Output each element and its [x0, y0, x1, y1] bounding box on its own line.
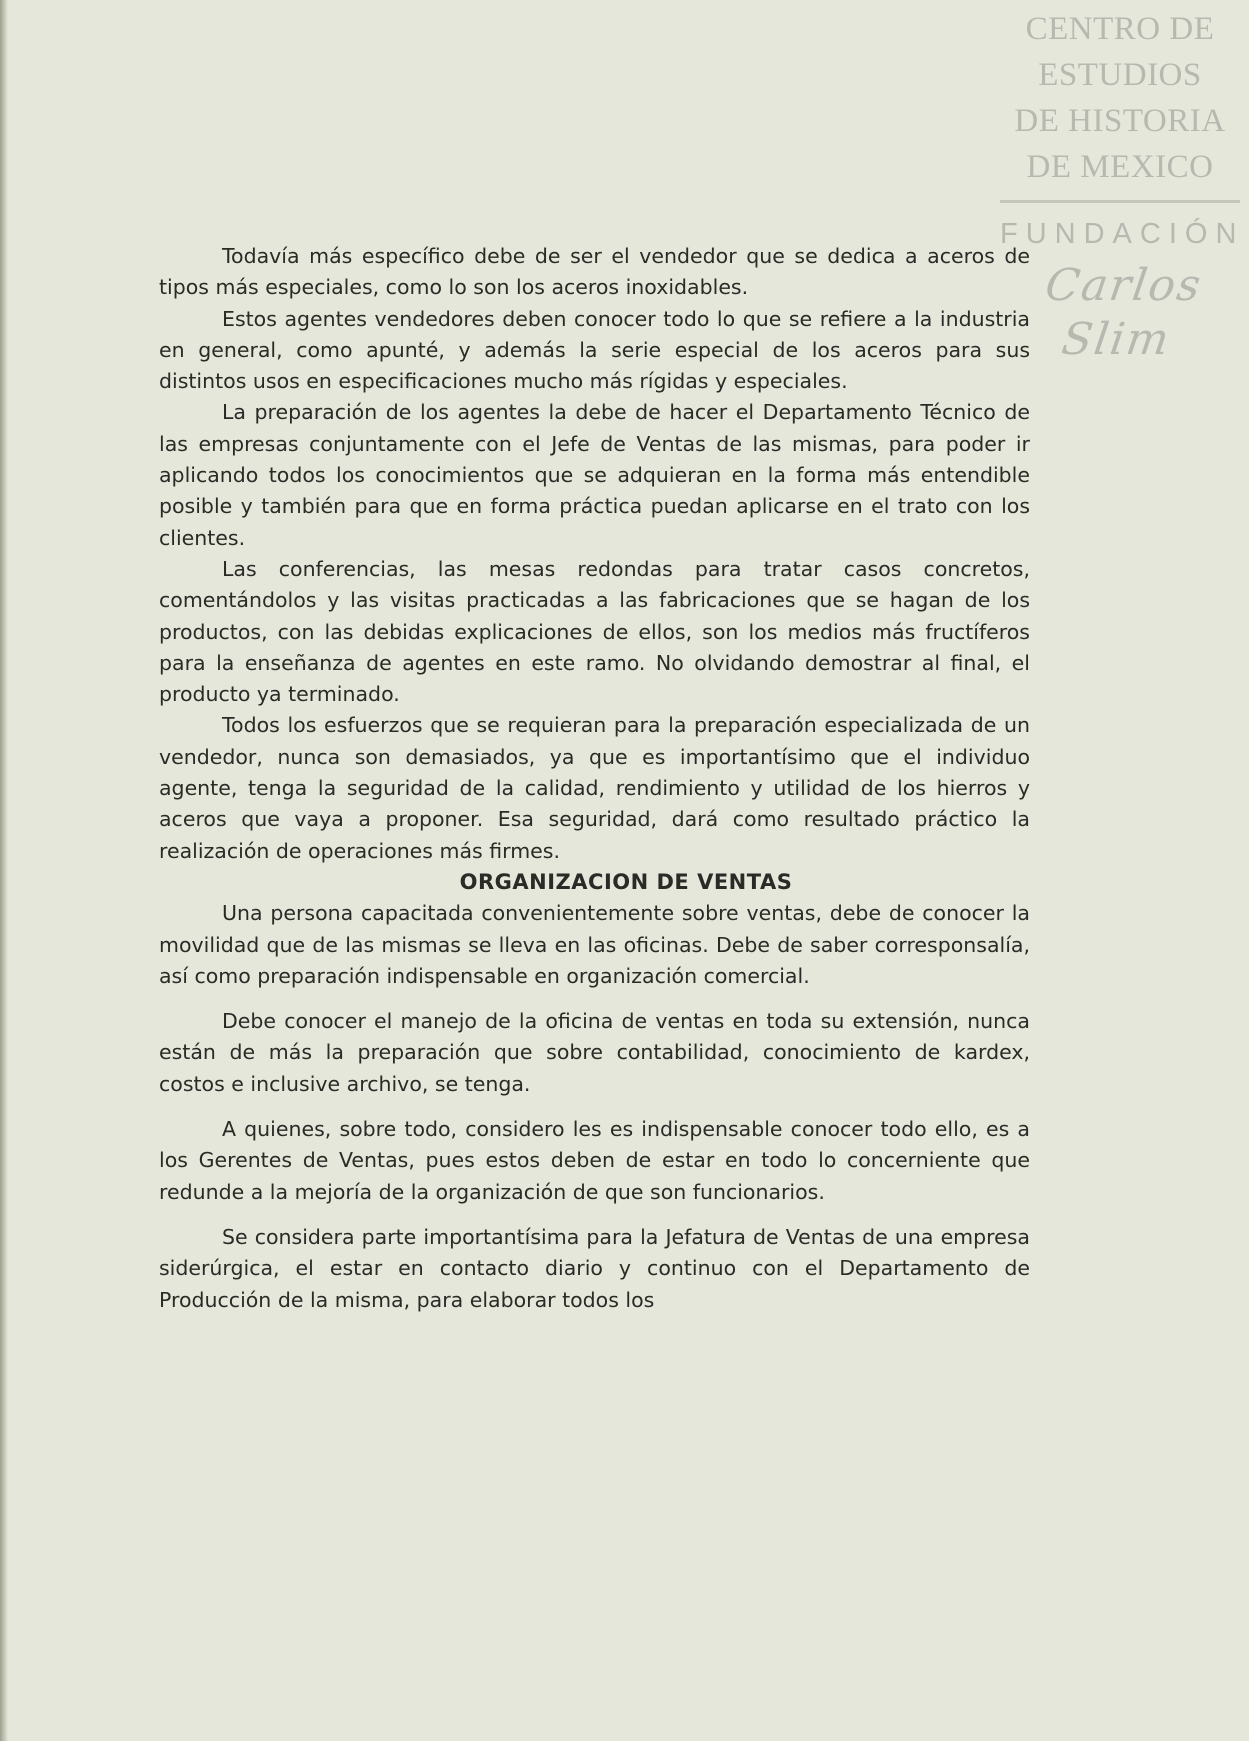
watermark-fundacion: FUNDACIÓN	[1000, 218, 1245, 250]
body-text	[159, 241, 1030, 1316]
paragraph: Las conferencias, las mesas redondas para tratar casos concretos, comentándolos y las visitas practicadas a las fabricaciones que se hagan de los productos, con las debidas explicaciones de ellos, son los medios más fructíferos para la enseñanza de agentes en este ramo. No olvidando demostrar al final, el producto ya terminado.	[159, 556, 1030, 707]
archive-watermark	[1000, 6, 1245, 367]
paragraph: Estos agentes vendedores deben conocer todo lo que se refiere a la industria en general, como apunté, y además la serie especial de los aceros para sus distintos usos en especificaciones mucho más rígidas y especiales.	[159, 306, 1030, 394]
watermark-line: CENTRO DE	[1025, 11, 1215, 47]
paragraph: Debe conocer el manejo de la oficina de ventas en toda su extensión, nunca están de más la preparación que sobre contabilidad, conocimiento de kardex, costos e inclusive archivo, se tenga.	[159, 1009, 1030, 1096]
paragraph: Una persona capacitada convenientemente sobre ventas, debe de conocer la movilidad que de las mismas se lleva en las oficinas. Debe de saber corresponsalía, así como preparación indispensable en organización comercial.	[159, 901, 1030, 988]
watermark-line: DE MEXICO	[1026, 149, 1214, 185]
watermark-divider	[1000, 200, 1240, 203]
section-heading: ORGANIZACION DE VENTAS	[459, 869, 793, 894]
watermark-signature: Carlos Slim	[1042, 260, 1206, 365]
paragraph: Todos los esfuerzos que se requieran para la preparación especializada de un vendedor, nunca son demasiados, ya que es importantísimo que el individuo agente, tenga la seguridad de la calidad, rendimiento y utilidad de los hierros y aceros que vaya a proponer. Esa seguridad, dará como resultado práctico la realización de operaciones más firmes.	[159, 713, 1030, 863]
paragraph: La preparación de los agentes la debe de hacer el Departamento Técnico de las empresas conjuntamente con el Jefe de Ventas de las mismas, para poder ir aplicando todos los conocimientos que se adquieran en la forma más entendible posible y también para que en forma práctica puedan aplicarse en el trato con los clientes.	[159, 400, 1030, 550]
paragraph: Se considera parte importantísima para la Jefatura de Ventas de una empresa siderúrgica, el estar en contacto diario y continuo con el Departamento de Producción de la misma, para elaborar todos los	[159, 1224, 1030, 1312]
paragraph: Todavía más específico debe de ser el vendedor que se dedica a aceros de tipos más especiales, como lo son los aceros inoxidables.	[159, 244, 1030, 300]
paragraph: A quienes, sobre todo, considero les es indispensable conocer todo ello, es a los Gerentes de Ventas, pues estos deben de estar en todo lo concerniente que redunde a la mejoría de la organización de que son funcionarios.	[159, 1117, 1030, 1204]
watermark-line: ESTUDIOS	[1038, 57, 1202, 93]
watermark-line: DE HISTORIA	[1014, 103, 1226, 139]
binding-mark	[0, 1355, 7, 1415]
